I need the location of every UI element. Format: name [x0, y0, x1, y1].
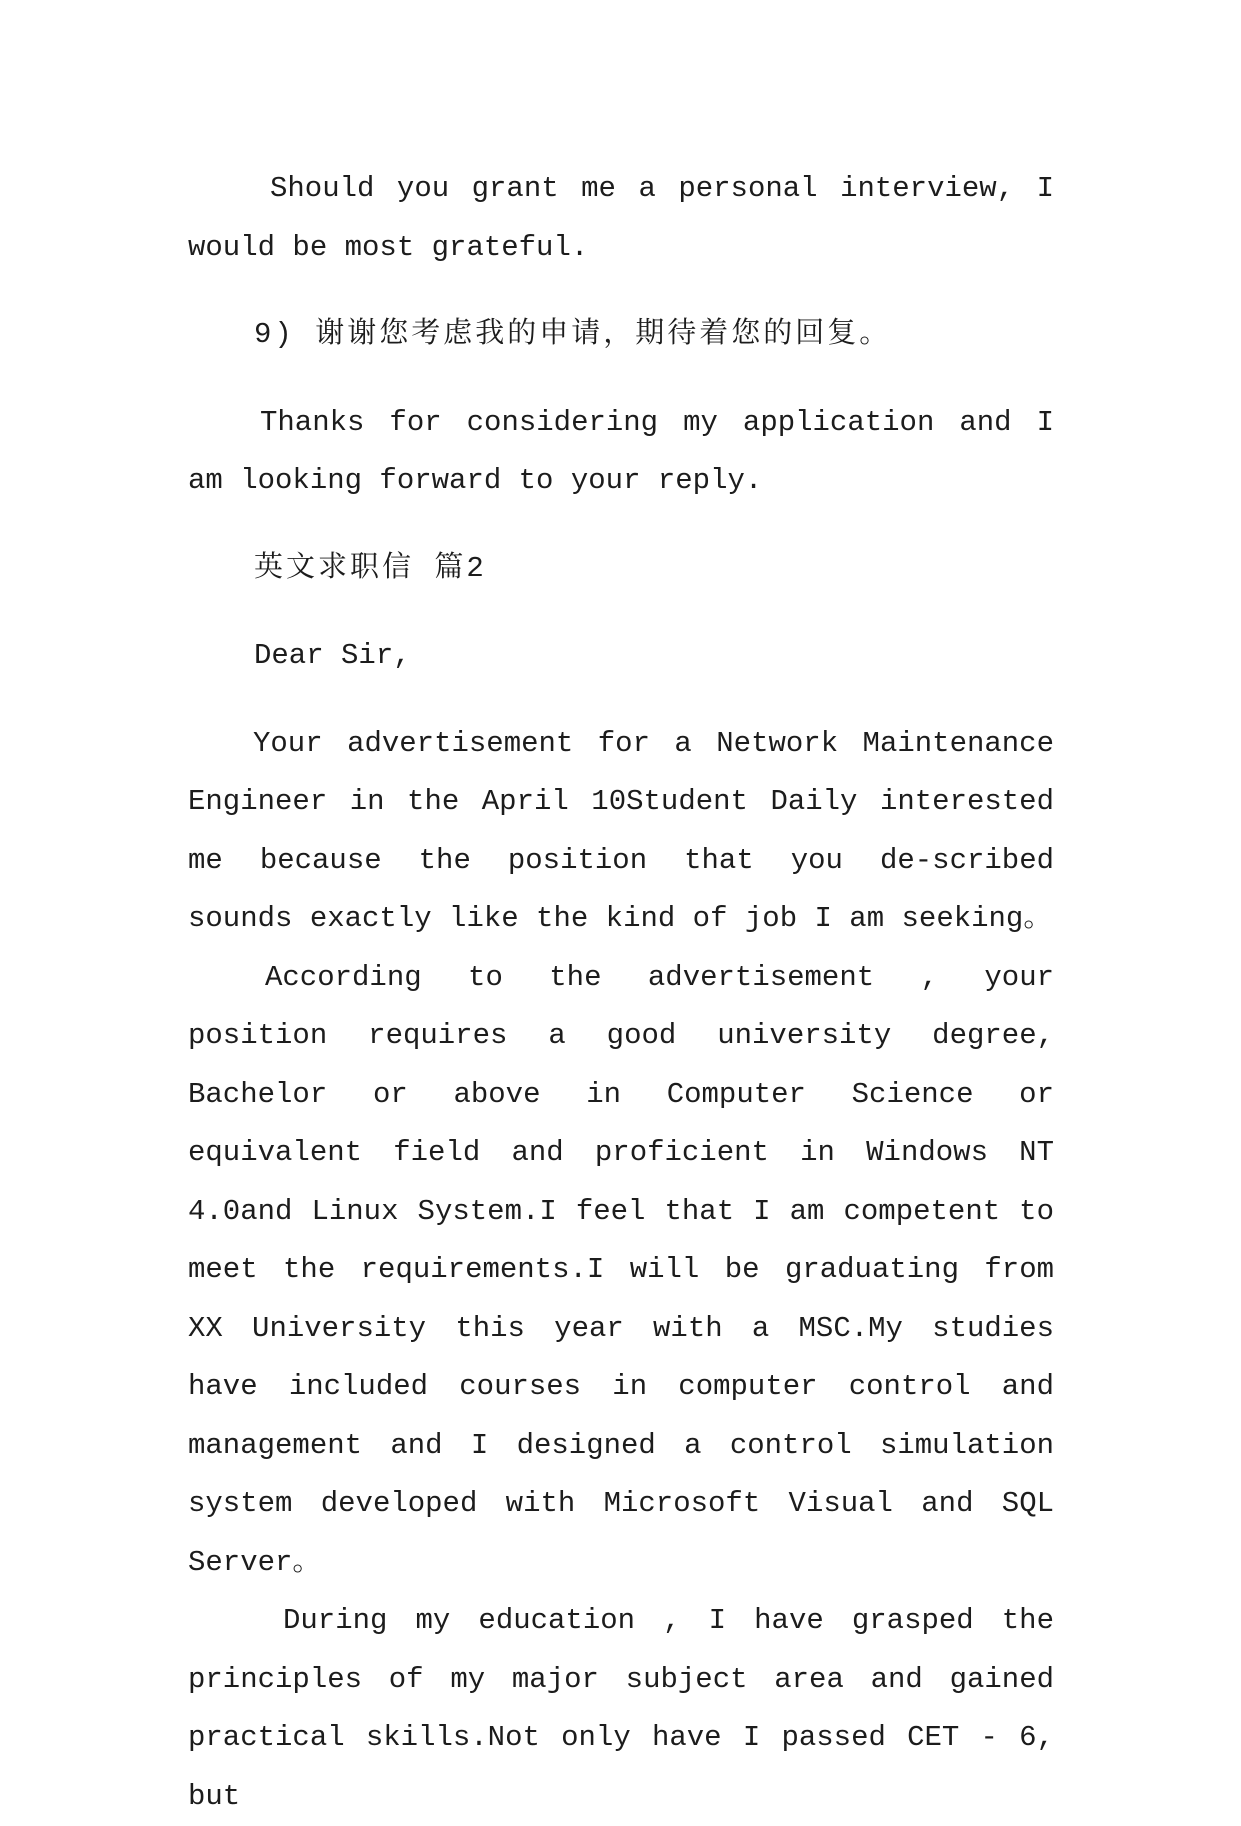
paragraph-chinese-thanks: 9) 谢谢您考虑我的申请，期待着您的回复。	[254, 318, 892, 351]
salutation: Dear Sir,	[254, 639, 411, 672]
paragraph-interview-request: Should you grant me a personal interview, I would be most grateful.	[188, 172, 1054, 264]
paragraph-thanks: Thanks for considering my application and I am looking forward to your reply.	[188, 405, 1054, 497]
paragraph-education: During my education , I have grasped the principles of my major subject area and gained practical skills.Not only have I passed CET - 6, but	[188, 1604, 1054, 1813]
paragraph-requirements: According to the advertisement , your position requires a good university degree, Bachelor or above in Computer Science or equivalent field and proficient in Windows NT 4.0and Linux System.I feel that I am competent to meet the requirements.I will be graduating from XX University this year with a MSC.My studies have included courses in computer control and management and I designed a control simulation system developed with Microsoft Visual and SQL Server。	[188, 960, 1054, 1579]
section-heading: 英文求职信 篇2	[254, 551, 487, 585]
paragraph-advertisement: Your advertisement for a Network Maintenance Engineer in the April 10Student Daily interested me because the position that you de-scribed sounds exactly like the kind of job I am seeking。	[188, 726, 1054, 935]
document-body	[188, 160, 1054, 1826]
